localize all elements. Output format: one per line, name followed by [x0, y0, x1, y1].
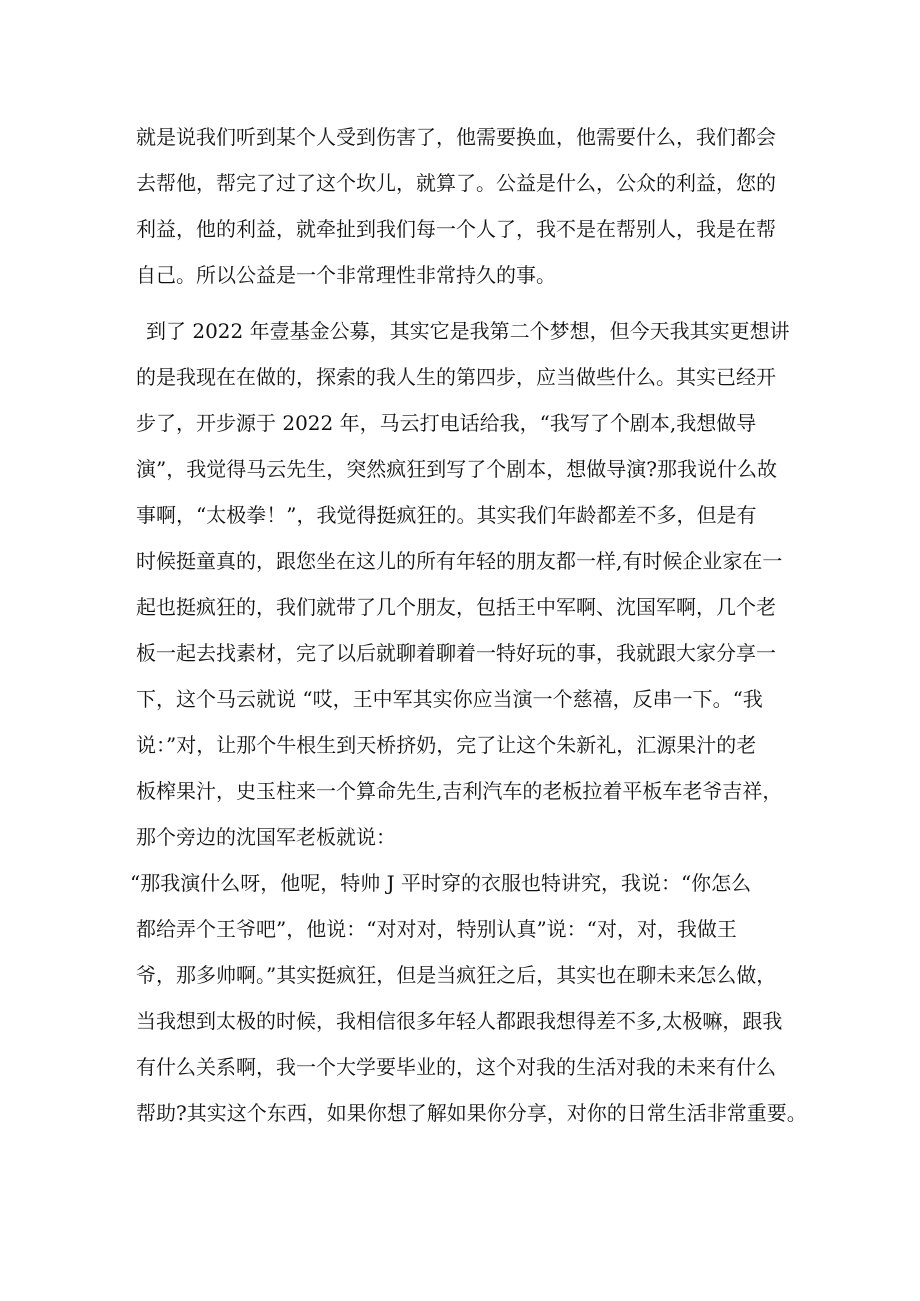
text-line: 利益，他的利益，就牵扯到我们每一个人了，我不是在帮别人，我是在帮 [136, 217, 776, 241]
text-line: 那个旁边的沈国军老板就说： [136, 825, 396, 849]
text-line: 时候挺童真的，跟您坐在这儿的所有年轻的朋友都一样,有时候企业家在一 [136, 549, 783, 573]
text-line: 有什么关系啊，我一个大学要毕业的，这个对我的生活对我的未来有什么 [136, 1055, 776, 1079]
text-line: 事啊，“太极拳！”，我觉得挺疯狂的。其实我们年龄都差不多，但是有 [136, 503, 757, 527]
text-line: 当我想到太极的时候，我相信很多年轻人都跟我想得差不多,太极嘛，跟我 [136, 1009, 783, 1033]
text-line: 下，这个马云就说 “哎，王中军其实你应当演一个慈禧，反串一下。“我 [136, 687, 763, 711]
text-line: 到了 2022 年壹基金公募，其实它是我第二个梦想，但今天我其实更想讲 [146, 319, 790, 343]
text-line: “那我演什么呀，他呢，特帅 J 平时穿的衣服也特讲究，我说：“你怎么 [130, 871, 752, 895]
text-line: 步了，开步源于 2022 年，马云打电话给我，“我写了个剧本,我想做导 [136, 411, 757, 435]
text-line: 板榨果汁，史玉柱来一个算命先生,吉利汽车的老板拉着平板车老爷吉祥， [136, 779, 783, 803]
text-line: 帮助?其实这个东西，如果你想了解如果你分享，对你的日常生活非常重要。 [136, 1101, 807, 1125]
text-line: 演”，我觉得马云先生，突然疯狂到写了个剧本，想做导演?那我说什么故 [136, 457, 777, 481]
text-line: 爷，那多帅啊。”其实挺疯狂，但是当疯狂之后，其实也在聊未来怎么做， [136, 963, 777, 987]
text-line: 的是我现在在做的，探索的我人生的第四步，应当做些什么。其实已经开 [136, 365, 776, 389]
text-line: 自己。所以公益是一个非常理性非常持久的事。 [136, 263, 556, 287]
text-line: 说：”对，让那个牛根生到天桥挤奶，完了让这个朱新礼，汇源果汁的老 [136, 733, 757, 757]
text-line: 去帮他，帮完了过了这个坎儿，就算了。公益是什么，公众的利益，您的 [136, 171, 776, 195]
text-line: 就是说我们听到某个人受到伤害了，他需要换血，他需要什么，我们都会 [136, 125, 776, 149]
text-line: 起也挺疯狂的，我们就带了几个朋友，包括王中军啊、沈国军啊，几个老 [136, 595, 776, 619]
text-line: 板一起去找素材，完了以后就聊着聊着一特好玩的事，我就跟大家分享一 [136, 641, 776, 665]
text-line: 都给弄个王爷吧”，他说：“对对对，特别认真”说：“对，对，我做王 [136, 917, 737, 941]
